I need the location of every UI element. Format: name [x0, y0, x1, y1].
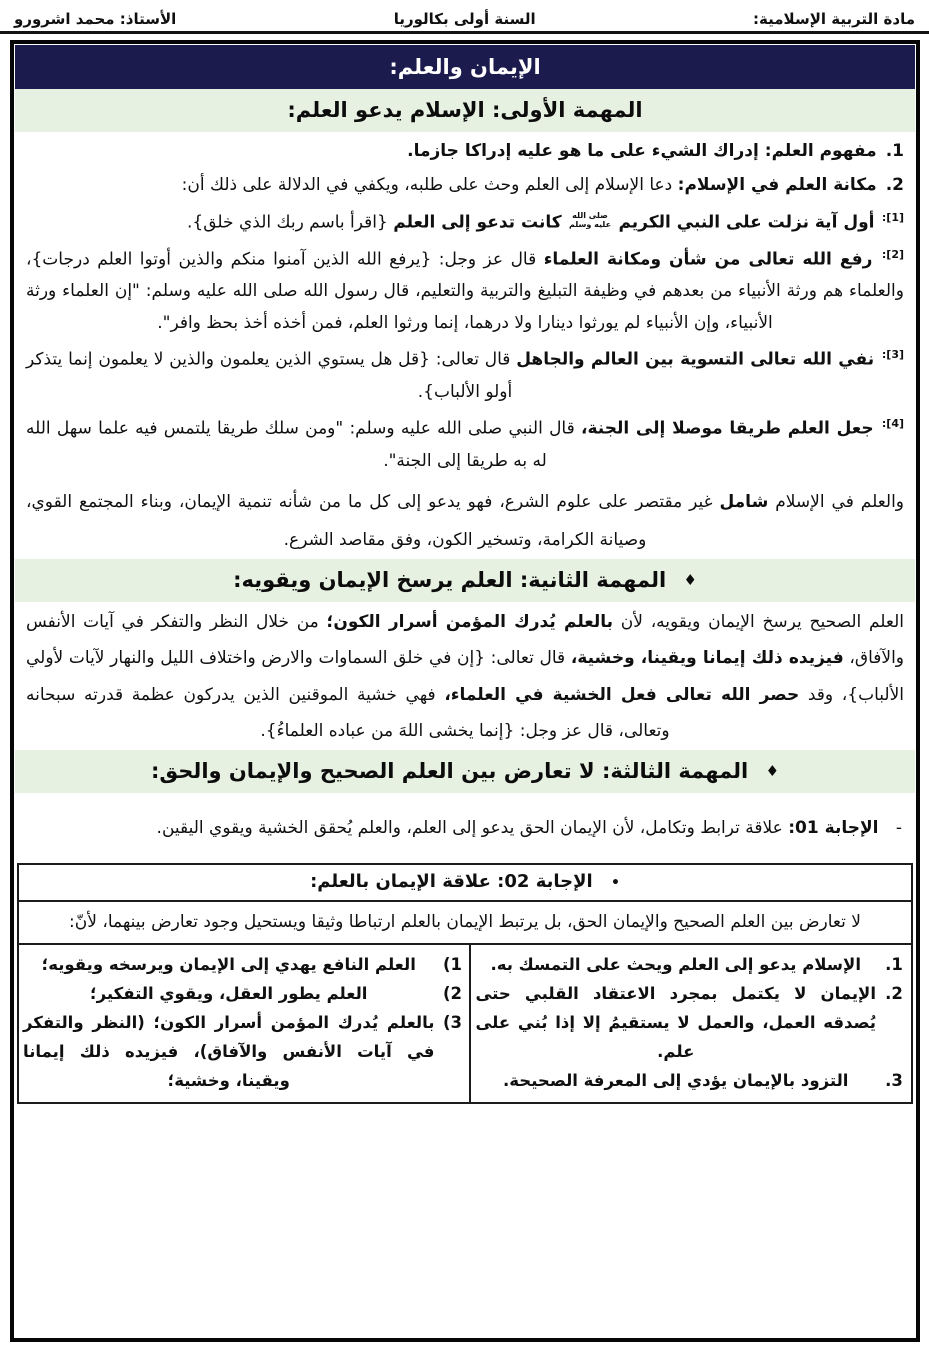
dash-icon: -	[895, 817, 902, 838]
task2-seg-4: فهي خشية الموقنين الذين يدركون عظمة قدرته سبحانه وتعالى، قال عز وجل: {إنما يخشى اللهَ من عباده العلماءُ}.	[26, 684, 670, 742]
scope-paragraph	[26, 483, 904, 559]
header-subject: مادة التربية الإسلامية:	[753, 10, 915, 28]
item-number: 2.	[885, 983, 903, 1003]
list-item	[23, 1008, 465, 1095]
list-item	[23, 950, 465, 979]
item-number: 1.	[885, 954, 903, 974]
list-item	[475, 950, 907, 979]
answer-01-label: الإجابة 01:	[788, 817, 879, 838]
item-number: 2.	[885, 175, 904, 195]
item-number: 1.	[885, 141, 904, 161]
definition-item	[26, 134, 904, 168]
task2-paragraph	[14, 604, 916, 750]
list-item	[475, 1066, 907, 1095]
task3-title: المهمة الثالثة: لا تعارض بين العلم الصحيح والإيمان والحق:	[150, 758, 749, 783]
evidence-point-2	[26, 239, 904, 340]
item-text: الإسلام يدعو إلى العلم ويحث على التمسك به.	[490, 954, 861, 974]
page-frame	[10, 40, 920, 1342]
definition-text	[407, 134, 877, 168]
task2-bold-1: بالعلم يُدرك المؤمن أسرار الكون؛	[326, 611, 614, 632]
task2-bold-3: حصر الله تعالى فعل الخشية في العلماء،	[444, 684, 800, 705]
answer-01-line	[14, 810, 916, 846]
status-item	[26, 168, 904, 202]
header-teacher: الأستاذ: محمد اشرورو	[14, 10, 177, 28]
item-number: 3.	[885, 1070, 903, 1090]
lesson-title-banner	[15, 45, 915, 89]
evidence-body: قال النبي صلى الله عليه وسلم: "ومن سلك طريقا يلتمس فيه علما سهل الله له به طريقا إلى الجنة".	[26, 418, 575, 471]
evidence-lead-tail: كانت تدعو إلى العلم	[393, 212, 562, 233]
evidence-lead: جعل العلم طريقا موصلا إلى الجنة،	[581, 418, 874, 439]
task2-seg-1: العلم الصحيح يرسخ الإيمان ويقويه، لأن	[620, 611, 905, 632]
evidence-marker: [3]:	[881, 348, 905, 362]
task2-seg-2: من خلال النظر والتفكر في آيات الأنفس والآفاق،	[26, 611, 905, 669]
item-number: 2)	[442, 983, 462, 1003]
scope-bold: شامل	[719, 491, 769, 512]
task2-title: المهمة الثانية: العلم يرسخ الإيمان ويقويه:	[233, 567, 667, 592]
answer-02-table	[17, 863, 913, 1104]
list-item	[23, 979, 465, 1008]
task1-banner	[15, 89, 915, 132]
task3-banner	[15, 750, 915, 793]
evidence-marker: [4]:	[881, 416, 905, 430]
status-label: مكانة العلم في الإسلام:	[677, 175, 877, 195]
evidence-lead: أول آية نزلت على النبي الكريم	[618, 212, 875, 233]
header-level: السنة أولى بكالوريا	[393, 10, 536, 28]
evidence-marker: [1]:	[881, 211, 904, 224]
item-number: 1)	[442, 954, 462, 974]
item-text: العلم يطور العقل، ويقوي التفكير؛	[90, 983, 368, 1003]
diamond-icon: ♦	[683, 570, 697, 589]
item-number: 3)	[442, 1012, 462, 1032]
table-right-column	[469, 945, 911, 1102]
answer-02-title: الإجابة 02: علاقة الإيمان بالعلم:	[310, 870, 593, 892]
item-text: العلم النافع يهدي إلى الإيمان ويرسخه ويقويه؛	[41, 954, 416, 974]
pbuh-top: صلى الله	[572, 210, 608, 220]
status-text	[182, 168, 877, 202]
table-left-column	[19, 945, 469, 1102]
item-text: التزود بالإيمان يؤدي إلى المعرفة الصحيحة.	[503, 1070, 849, 1090]
task2-bold-2: فيزيده ذلك إيمانا ويقينا، وخشية،	[570, 648, 844, 669]
answer-01-text: علاقة ترابط وتكامل، لأن الإيمان الحق يدعو إلى العلم، والعلم يُحقق الخشية ويقوي اليقين.	[156, 817, 783, 838]
definition-body: إدراك الشيء على ما هو عليه إدراكا جازما.	[407, 141, 759, 161]
table-header-row	[19, 865, 911, 902]
task2-seg-3: قال تعالى: {إن في خلق السماوات والارض واختلاف الليل والنهار لآيات لأولي الألباب}، وقد	[26, 648, 904, 705]
table-intro-row: لا تعارض بين العلم الصحيح والإيمان الحق، بل يرتبط الإيمان بالعلم ارتباطا وثيقا ويستحيل وجود تعارض بينهما، لأنّ:	[19, 902, 911, 945]
lesson-title: الإيمان والعلم:	[389, 55, 541, 79]
evidence-lead: رفع الله تعالى من شأن ومكانة العلماء	[543, 249, 873, 270]
evidence-lead: نفي الله تعالى التسوية بين العالم والجاهل	[516, 349, 875, 370]
scope-post: غير مقتصر على علوم الشرع، فهو يدعو إلى كل ما من شأنه تنمية الإيمان، وبناء المجتمع القوي، وصيانة الكرامة، وتسخير الكون، وفق مقاصد الشرع.	[26, 491, 713, 550]
status-body: دعا الإسلام إلى العلم وحث على طلبه، ويكفي في الدلالة على ذلك أن:	[181, 175, 673, 195]
bullet-icon: •	[610, 874, 620, 891]
pbuh-bottom: عليه وسلم	[569, 219, 612, 229]
diamond-icon: ♦	[765, 761, 780, 780]
evidence-point-4	[26, 408, 904, 477]
pbuh-ligature	[569, 211, 611, 229]
evidence-body: قال عز وجل: {يرفع الله الذين آمنوا منكم والذين أوتوا العلم درجات}، والعلماء هم ورثة الأنبياء من بعدهم في وظيفة التبليغ والتربية والتعليم، قال رسول الله صلى الله عليه وسلم: "إن العلماء ورثة الأنبياء، وإن الأنبياء لم يورثوا دينارا ولا درهما، إنما ورثوا العلم، فمن أخذه أخذ بحظ وافر".	[26, 249, 904, 334]
definition-label: مفهوم العلم:	[764, 141, 877, 161]
scope-pre: والعلم في الإسلام	[775, 491, 905, 512]
task1-title: المهمة الأولى: الإسلام يدعو العلم:	[287, 98, 643, 122]
list-item	[475, 979, 907, 1066]
evidence-point-1	[26, 202, 904, 239]
item-text: بالعلم يُدرك المؤمن أسرار الكون؛ (النظر والتفكر في آيات الأنفس والآفاق)، فيزيده ذلك إيمانا ويقينا، وخشية؛	[23, 1012, 435, 1090]
task1-body	[14, 132, 916, 559]
evidence-point-3	[26, 339, 904, 408]
task2-banner	[15, 559, 915, 602]
table-columns-row	[19, 945, 911, 1102]
document-header	[0, 0, 929, 34]
evidence-body: {اقرأ باسم ربك الذي خلق}.	[187, 212, 388, 233]
evidence-marker: [2]:	[881, 247, 905, 261]
item-text: الإيمان لا يكتمل بمجرد الاعتقاد القلبي حتى يُصدقه العمل، والعمل لا يستقيمُ إلا إذا بُني على علم.	[475, 983, 876, 1061]
evidence-body: قال تعالى: {قل هل يستوي الذين يعلمون والذين لا يعلمون إنما يتذكر أولو الألباب}.	[26, 349, 513, 402]
